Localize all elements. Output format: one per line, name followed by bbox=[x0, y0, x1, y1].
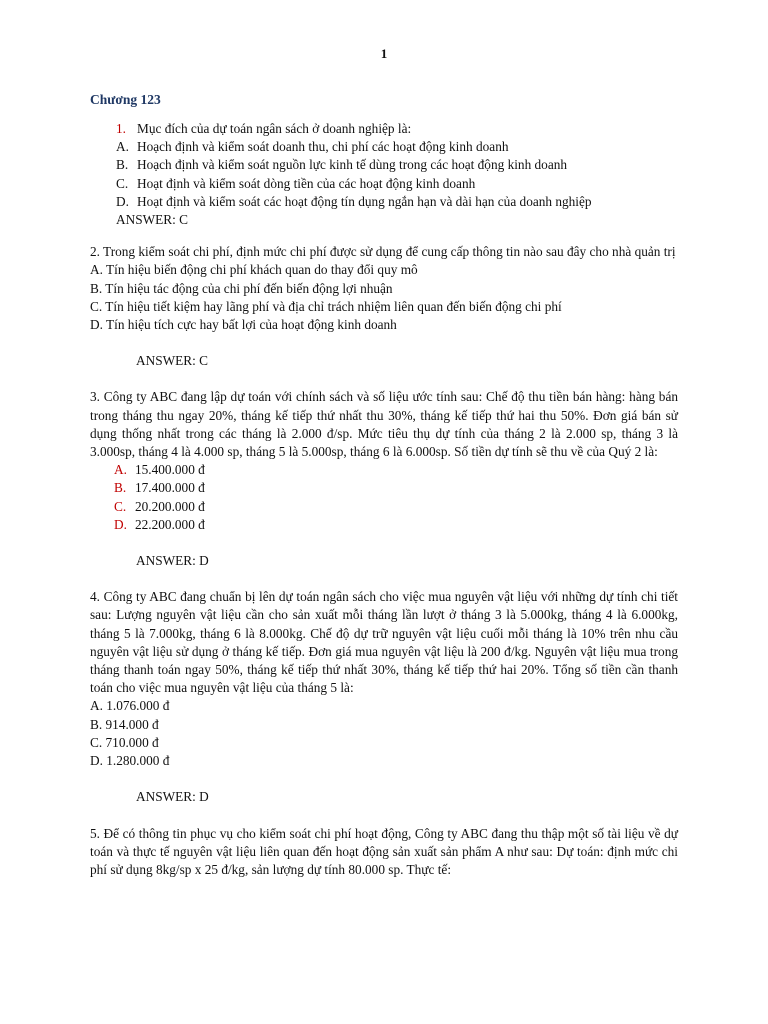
question-3 bbox=[90, 388, 678, 570]
document-body bbox=[90, 92, 678, 893]
question-5 bbox=[90, 825, 678, 880]
question-2-option: A. Tín hiệu biến động chi phí khách quan do thay đổi quy mô bbox=[90, 262, 418, 278]
page-number: 1 bbox=[380, 46, 388, 61]
question-2-text: 2. Trong kiểm soát chi phí, định mức chi phí được sử dụng để cung cấp thông tin nào sau đây cho nhà quản trị bbox=[90, 244, 676, 260]
question-1-option: A. Hoạch định và kiểm soát doanh thu, chi phí các hoạt động kinh doanh bbox=[116, 139, 509, 155]
question-3-option: D. 22.200.000 đ bbox=[114, 516, 205, 532]
question-4-option: A. 1.076.000 đ bbox=[90, 698, 170, 714]
question-2-option: C. Tín hiệu tiết kiệm hay lãng phí và địa chỉ trách nhiệm liên quan đến biến động chi phí bbox=[90, 298, 562, 314]
question-1-answer: ANSWER: C bbox=[116, 212, 189, 228]
question-1-stem bbox=[90, 120, 678, 138]
question-1-option: C. Hoạt định và kiểm soát dòng tiền của các hoạt động kinh doanh bbox=[116, 175, 476, 191]
chapter-title: Chương 123 bbox=[90, 92, 161, 107]
question-3-option: C. 20.200.000 đ bbox=[114, 498, 205, 514]
question-2-answer: ANSWER: C bbox=[136, 353, 209, 369]
question-4-text: 4. Công ty ABC đang chuẩn bị lên dự toán ngân sách cho việc mua nguyên vật liệu với những dự tính chi tiết sau: Lượng nguyên vật liệu cần cho sản xuất mỗi tháng lần lượt ở tháng 3 là 5.000kg, tháng 4 là 6.000kg, tháng 5 là 7.000kg, tháng 6 là 8.000kg. Chế độ dự trữ nguyên vật liệu cuối mỗi tháng là 10% trên nhu cầu nguyên vật liệu sử dụng ở tháng kế tiếp. Đơn giá mua nguyên vật liệu là 200 đ/kg. Nguyên vật liệu mua trong tháng thanh toán ngay 50%, tháng kế tiếp thứ nhất 30%, tháng kế tiếp thứ hai 20%. Tổng số tiền cần thanh toán cho việc mua nguyên vật liệu của tháng 5 là: bbox=[90, 589, 678, 696]
question-1-number: 1. bbox=[116, 121, 126, 136]
question-3-answer: ANSWER: D bbox=[136, 553, 209, 569]
question-1-text: Mục đích của dự toán ngân sách ở doanh nghiệp là: bbox=[137, 121, 412, 136]
question-2-option: B. Tín hiệu tác động của chi phí đến biến động lợi nhuận bbox=[90, 280, 393, 296]
question-4-answer: ANSWER: D bbox=[136, 789, 209, 805]
question-3-option: A. 15.400.000 đ bbox=[114, 462, 205, 478]
question-4-option: D. 1.280.000 đ bbox=[90, 753, 170, 769]
question-4-option: C. 710.000 đ bbox=[90, 734, 159, 750]
question-2-option: D. Tín hiệu tích cực hay bất lợi của hoạt động kinh doanh bbox=[90, 317, 397, 333]
question-4 bbox=[90, 588, 678, 806]
question-1 bbox=[90, 120, 678, 229]
question-1-option: B. Hoạch định và kiểm soát nguồn lực kinh tế dùng trong các hoạt động kinh doanh bbox=[116, 157, 568, 173]
question-1-option: D. Hoạt định và kiểm soát các hoạt động tín dụng ngắn hạn và dài hạn của doanh nghiệp bbox=[116, 193, 592, 209]
question-3-text: 3. Công ty ABC đang lập dự toán với chính sách và số liệu ước tính sau: Chế độ thu tiền bán hàng: hàng bán trong tháng thu ngay 20%, tháng kế tiếp thứ nhất thu 30%, tháng kế tiếp thứ hai thu 50%. Đơn giá bán sử dụng thống nhất trong các tháng là 2.000 đ/sp. Mức tiêu thụ dự tính của tháng 2 là 2.000 sp, tháng 3 là 3.000sp, tháng 4 là 4.000 sp, tháng 5 là 5.000sp, tháng 6 là 6.000sp. Số tiền dự tính sẽ thu về của Quý 2 là: bbox=[90, 389, 678, 460]
question-3-option: B. 17.400.000 đ bbox=[114, 480, 205, 496]
question-5-text: 5. Để có thông tin phục vụ cho kiểm soát chi phí hoạt động, Công ty ABC đang thu thập một số tài liệu về dự toán và thực tế nguyên vật liệu liên quan đến hoạt động sản xuất sản phẩm A như sau: Dự toán: định mức chi phí sử dụng 8kg/sp x 25 đ/kg, sản lượng dự tính 80.000 sp. Thực tế: bbox=[90, 825, 678, 877]
question-2 bbox=[90, 243, 678, 370]
question-4-option: B. 914.000 đ bbox=[90, 716, 159, 732]
